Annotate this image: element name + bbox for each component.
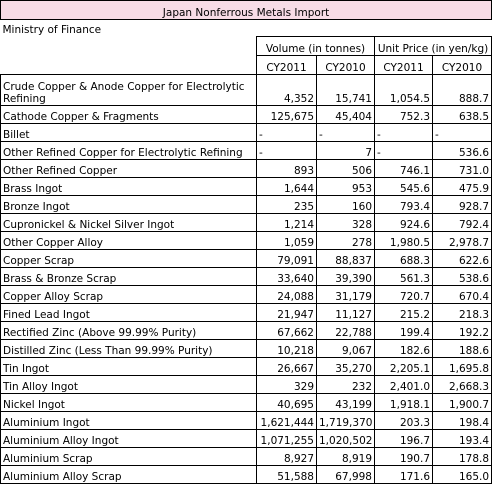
- volume-2011-cell: 1,071,255: [257, 430, 317, 448]
- row-label: Copper Alloy Scrap: [1, 286, 257, 304]
- row-label: Aluminium Alloy Scrap: [1, 466, 257, 484]
- table-row: [1, 376, 492, 394]
- source-label: Ministry of Finance: [2, 24, 102, 36]
- table-row: [1, 160, 492, 178]
- volume-2010-cell: 506: [317, 160, 375, 178]
- table-row: [1, 142, 492, 160]
- title-row: [1, 1, 492, 20]
- price-2011-cell: 561.3: [375, 268, 433, 286]
- header-row: [1, 37, 492, 56]
- volume-2011-cell: 33,640: [257, 268, 317, 286]
- price-2010-cell: 165.0: [433, 466, 492, 484]
- price-2010-cell: 198.4: [433, 412, 492, 430]
- price-2011-cell: 746.1: [375, 160, 433, 178]
- price-2010-cell: 2,668.3: [433, 376, 492, 394]
- price-2010-cell: 731.0: [433, 160, 492, 178]
- volume-2010-cell: 1,020,502: [317, 430, 375, 448]
- volume-header: Volume (in tonnes): [257, 37, 375, 56]
- price-2010-cell: 188.6: [433, 340, 492, 358]
- price-2011-cell: 2,205.1: [375, 358, 433, 376]
- table-row: [1, 394, 492, 412]
- row-label: Tin Ingot: [1, 358, 257, 376]
- volume-2011-cell: 4,352: [257, 75, 317, 106]
- price-2011-cell: 2,401.0: [375, 376, 433, 394]
- price-2010-cell: 888.7: [433, 75, 492, 106]
- volume-2011-cell: 24,088: [257, 286, 317, 304]
- row-label: Tin Alloy Ingot: [1, 376, 257, 394]
- row-label: Distilled Zinc (Less Than 99.99% Purity): [1, 340, 257, 358]
- volume-2010-cell: 67,998: [317, 466, 375, 484]
- price-2010-cell: 475.9: [433, 178, 492, 196]
- year-header-blank: [1, 56, 257, 75]
- table-row: [1, 214, 492, 232]
- table-row: [1, 304, 492, 322]
- price-2010-cell: 192.2: [433, 322, 492, 340]
- price-2010-cell: 638.5: [433, 106, 492, 124]
- volume-2010-cell: 1,719,370: [317, 412, 375, 430]
- price-2011-cell: 171.6: [375, 466, 433, 484]
- price-2011-cell: 215.2: [375, 304, 433, 322]
- volume-2010-cell: 11,127: [317, 304, 375, 322]
- price-2010-cell: 1,695.8: [433, 358, 492, 376]
- volume-2010-cell: 43,199: [317, 394, 375, 412]
- price-2010-cell: 928.7: [433, 196, 492, 214]
- table-row: [1, 75, 492, 106]
- volume-2011-cell: 21,947: [257, 304, 317, 322]
- volume-2010-cell: 31,179: [317, 286, 375, 304]
- volume-2010-cell: 88,837: [317, 250, 375, 268]
- row-label: Other Refined Copper for Electrolytic Refining: [1, 142, 257, 160]
- price-2010-cell: 670.4: [433, 286, 492, 304]
- volume-2011-cell: 1,059: [257, 232, 317, 250]
- row-label: Brass & Bronze Scrap: [1, 268, 257, 286]
- price-2011-cell: 793.4: [375, 196, 433, 214]
- volume-2010-cell: 278: [317, 232, 375, 250]
- volume-2010-cell: 15,741: [317, 75, 375, 106]
- price-2011-cell: 545.6: [375, 178, 433, 196]
- price-2011-cell: 720.7: [375, 286, 433, 304]
- year-header-price-2010: CY2010: [433, 56, 492, 75]
- volume-2010-cell: 953: [317, 178, 375, 196]
- price-2011-cell: -: [375, 124, 433, 142]
- row-label: Cupronickel & Nickel Silver Ingot: [1, 214, 257, 232]
- table-row: [1, 322, 492, 340]
- table-row: [1, 286, 492, 304]
- table-row: [1, 340, 492, 358]
- price-2011-cell: 1,054.5: [375, 75, 433, 106]
- price-2011-cell: -: [375, 142, 433, 160]
- price-2011-cell: 1,980.5: [375, 232, 433, 250]
- volume-2010-cell: -: [317, 124, 375, 142]
- table-row: [1, 412, 492, 430]
- price-header: Unit Price (in yen/kg): [375, 37, 492, 56]
- volume-2010-cell: 328: [317, 214, 375, 232]
- price-2011-cell: 196.7: [375, 430, 433, 448]
- table-title: Japan Nonferrous Metals Import: [1, 1, 492, 20]
- price-2010-cell: 178.8: [433, 448, 492, 466]
- row-label: Cathode Copper & Fragments: [1, 106, 257, 124]
- price-2010-cell: 1,900.7: [433, 394, 492, 412]
- table-row: [1, 358, 492, 376]
- price-2010-cell: 792.4: [433, 214, 492, 232]
- volume-2011-cell: 51,588: [257, 466, 317, 484]
- price-2011-cell: 752.3: [375, 106, 433, 124]
- volume-2010-cell: 45,404: [317, 106, 375, 124]
- price-2011-cell: 203.3: [375, 412, 433, 430]
- volume-2011-cell: 1,644: [257, 178, 317, 196]
- row-label: Other Refined Copper: [1, 160, 257, 178]
- price-2011-cell: 924.6: [375, 214, 433, 232]
- volume-2011-cell: -: [257, 142, 317, 160]
- volume-2011-cell: -: [257, 124, 317, 142]
- table-row: [1, 430, 492, 448]
- price-2011-cell: 190.7: [375, 448, 433, 466]
- table-row: [1, 232, 492, 250]
- price-2010-cell: 218.3: [433, 304, 492, 322]
- year-header-volume-2010: CY2010: [317, 56, 375, 75]
- volume-2011-cell: 893: [257, 160, 317, 178]
- volume-2010-cell: 22,788: [317, 322, 375, 340]
- table-row: [1, 268, 492, 286]
- table-row: [1, 196, 492, 214]
- row-label: Other Copper Alloy: [1, 232, 257, 250]
- row-label: Nickel Ingot: [1, 394, 257, 412]
- volume-2010-cell: 7: [317, 142, 375, 160]
- volume-2010-cell: 9,067: [317, 340, 375, 358]
- table-row: [1, 250, 492, 268]
- row-label: Bronze Ingot: [1, 196, 257, 214]
- price-2010-cell: -: [433, 124, 492, 142]
- year-header-row: [1, 56, 492, 75]
- table-row: [1, 178, 492, 196]
- row-label: Brass Ingot: [1, 178, 257, 196]
- volume-2011-cell: 235: [257, 196, 317, 214]
- row-label: Fined Lead Ingot: [1, 304, 257, 322]
- price-2011-cell: 182.6: [375, 340, 433, 358]
- volume-2011-cell: 1,621,444: [257, 412, 317, 430]
- price-2011-cell: 1,918.1: [375, 394, 433, 412]
- year-header-price-2011: CY2011: [375, 56, 433, 75]
- row-label: Aluminium Alloy Ingot: [1, 430, 257, 448]
- price-2010-cell: 193.4: [433, 430, 492, 448]
- table-body: [1, 1, 492, 484]
- price-2011-cell: 199.4: [375, 322, 433, 340]
- volume-2011-cell: 79,091: [257, 250, 317, 268]
- volume-2010-cell: 160: [317, 196, 375, 214]
- volume-2011-cell: 1,214: [257, 214, 317, 232]
- volume-2011-cell: 26,667: [257, 358, 317, 376]
- volume-2011-cell: 8,927: [257, 448, 317, 466]
- volume-2010-cell: 35,270: [317, 358, 375, 376]
- price-2010-cell: 2,978.7: [433, 232, 492, 250]
- volume-2011-cell: 10,218: [257, 340, 317, 358]
- volume-2010-cell: 39,390: [317, 268, 375, 286]
- volume-2010-cell: 232: [317, 376, 375, 394]
- row-label: Crude Copper & Anode Copper for Electrolytic Refining: [1, 75, 257, 106]
- year-header-volume-2011: CY2011: [257, 56, 317, 75]
- row-label: Aluminium Ingot: [1, 412, 257, 430]
- volume-2010-cell: 8,919: [317, 448, 375, 466]
- table-row: [1, 124, 492, 142]
- row-label: Copper Scrap: [1, 250, 257, 268]
- header-blank: [1, 37, 257, 56]
- volume-2011-cell: 67,662: [257, 322, 317, 340]
- row-label: Billet: [1, 124, 257, 142]
- volume-2011-cell: 40,695: [257, 394, 317, 412]
- price-2010-cell: 538.6: [433, 268, 492, 286]
- table-row: [1, 106, 492, 124]
- table-row: [1, 448, 492, 466]
- volume-2011-cell: 125,675: [257, 106, 317, 124]
- price-2011-cell: 688.3: [375, 250, 433, 268]
- source-row: [1, 20, 492, 37]
- price-2010-cell: 622.6: [433, 250, 492, 268]
- row-label: Aluminium Scrap: [1, 448, 257, 466]
- price-2010-cell: 536.6: [433, 142, 492, 160]
- volume-2011-cell: 329: [257, 376, 317, 394]
- row-label: Rectified Zinc (Above 99.99% Purity): [1, 322, 257, 340]
